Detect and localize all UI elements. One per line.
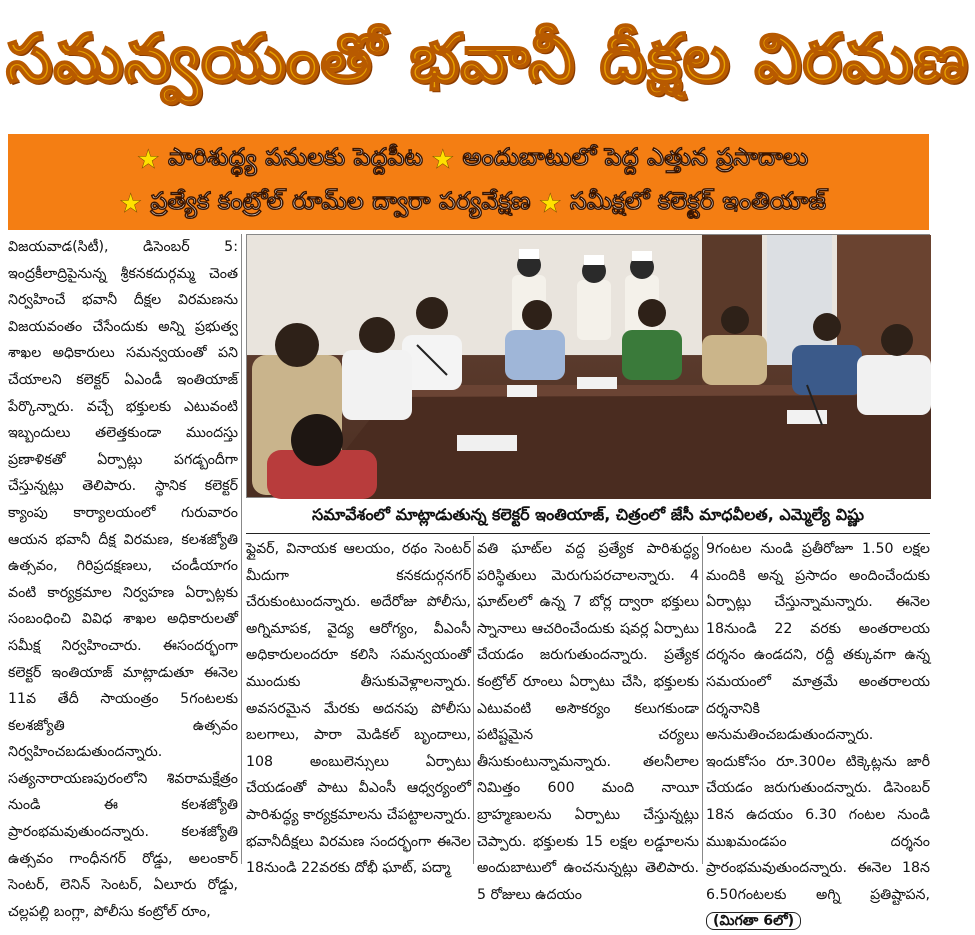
highlight-2: అందుబాటులో పెద్ద ఎత్తున ప్రసాదాలు [462,143,809,171]
column-divider [241,234,242,864]
headline [0,0,975,132]
headline-text: సమన్వయంతో భవానీ దీక్షల విరమణ [6,19,969,97]
star-icon: ★ [136,145,160,175]
highlight-4: సమీక్షలో కలెక్టర్ ఇంతియాజ్ [569,187,826,215]
article-text [706,536,930,935]
article-text: విజయవాడ(సిటీ), డిసెంబర్ 5: ఇంద్రకీలాద్రిపైనున్న శ్రీకనకదుర్గమ్మ చెంత నిర్వహించే భవానీ దీక్షల విరమణను విజయవంతం చేసేందుకు అన్ని ప్రభుత్వ శాఖల అధికారులు సమన్వయంతో పని చేయాలని కలెక్టర్ ఏఎండీ ఇంతియాజ్ పేర్కొన్నారు. వచ్చే భక్తులకు ఎటువంటి ఇబ్బందులు తలెత్తకుండా ముందస్తు ప్రణాళికతో ఏర్పాట్లు పగడ్బందీగా చేస్తున్నట్లు తెలిపారు. స్థానిక కలెక్టర్ క్యాంపు కార్యాలయంలో గురువారం ఆయన భవానీ దీక్ష విరమణ, కలశజ్యోతి ఉత్సవం, గిరిప్రదక్షణలు, చండీయాగం వంటి కార్యక్రమాల నిర్వహణ ఏర్పాట్లకు సంబంధించి వివిధ శాఖల అధికారులతో సమీక్ష నిర్వహించారు. ఈసందర్భంగా కలెక్టర్ ఇంతియాజ్ మాట్లాడుతూ ఈనెల 11వ తేదీ సాయంత్రం 5గంటలకు కలశజ్యోతి ఉత్సవం నిర్వహించబడుతుందన్నారు. సత్యనారాయణపురంలోని శివరామక్షేత్రం నుండి ఈ కలశజ్యోతి ప్రారంభమవుతుందన్నారు. కలశజ్యోతి ఉత్సవం గాంధీనగర్ రోడ్డు, అలంకార్ సెంటర్, లెనిన్ సెంటర్, ఏలూరు రోడ్డు, చల్లపల్లి బంగ్లా, పోలీసు కంట్రోల్ రూం, [8,239,238,920]
article-column-3 [477,536,699,908]
meeting-photo [246,234,930,498]
highlight-1: పారిశుద్ధ్య పనులకు పెద్దపీట [167,143,424,171]
article-column-4 [706,536,930,935]
highlights-banner [8,134,929,230]
banner-line-2 [26,182,911,226]
column-divider [473,536,474,864]
star-icon: ★ [538,189,562,219]
article-text-body: 9గంటల నుండి ప్రతీరోజూ 1.50 లక్షల మందికి అన్న ప్రసాదం అందించేందుకు ఏర్పాట్లు చేస్తున్నామన్నారు. ఈనెల 18నుండి 22 వరకు అంతరాలయ దర్శనం ఉండదని, రద్దీ తక్కువగా ఉన్న సమయంలో మాత్రమే అంతరాలయ దర్శనానికి అనుమతించబడుతుందన్నారు. ఇందుకోసం రూ.300ల టిక్కెట్లను జారీ చేయడం జరుగుతుందన్నారు. డిసెంబర్ 18న ఉదయం 6.30 గంటల నుండి ముఖమండపం దర్శనం ప్రారంభమవుతుందన్నారు. ఈనెల 18న 6.50గంటలకు అగ్ని ప్రతిష్టాపన, [706,541,930,903]
banner-line-1 [26,138,911,182]
article-text: ఫ్లైవర్, వినాయక ఆలయం, రథం సెంటర్ మీదుగా కనకదుర్గనగర్ చేరుకుంటుందన్నారు. అదేరోజు పోలీసు, అగ్నిమాపక, వైద్య ఆరోగ్యం, వీఎంసీ అధికారులందరూ కలిసి సమన్వయంతో ముందుకు తీసుకువెళ్లాలన్నారు. అవసరమైన మేరకు అదనపు పోలీసు బలగాలు, పారా మెడికల్ బృందాలు, 108 అంబులెన్సులు ఏర్పాటు చేయడంతో పాటు వీఎంసీ ఆధ్వర్యంలో పారిశుద్ధ్య కార్యక్రమాలను చేపట్టాలన్నారు. భవానీదీక్షలు విరమణ సందర్భంగా ఈనెల 18నుండి 22వరకు దోభీ ఘాట్, పద్మా [246,541,471,877]
star-icon: ★ [431,145,455,175]
continued-marker: (మిగతా 6లో) [706,912,801,930]
highlight-3: ప్రత్యేక కంట్రోల్ రూమ్‌ల ద్వారా పర్యవేక్షణ [150,187,531,215]
meeting-photo-illustration [247,235,931,499]
star-icon: ★ [119,189,143,219]
article-column-2 [246,536,471,882]
article-column-left [8,234,238,925]
article-text: వతి ఘాట్‌ల వద్ద ప్రత్యేక పారిశుద్ధ్య పరిస్థితులు మెరుగుపరచాలన్నారు. 4 ఘాట్‌లలో ఉన్న 7 బోర్ల ద్వారా భక్తులు స్నానాలు ఆచరించేందుకు షవర్ల ఏర్పాటు చేయడం జరుగుతుందన్నారు. ప్రత్యేక కంట్రోల్ రూంలు ఏర్పాటు చేసి, భక్తులకు ఎటువంటి అసౌకర్యం కలుగకుండా పటిష్టమైన చర్యలు తీసుకుంటున్నామన్నారు. తలనీలాల నిమిత్తం 600 మంది నాయీ బ్రాహ్మణులను ఏర్పాటు చేస్తున్నట్లు చెప్పారు. భక్తులకు 15 లక్షల లడ్డూలను అందుబాటులో ఉంచనున్నట్లు తెలిపారు. 5 రోజులు ఉదయం [477,541,699,903]
column-divider [702,536,703,864]
photo-caption: సమావేశంలో మాట్లాడుతున్న కలెక్టర్ ఇంతియాజ్, చిత్రంలో జేసీ మాధవీలత, ఎమ్మెల్యే విష్ణు [246,500,930,534]
